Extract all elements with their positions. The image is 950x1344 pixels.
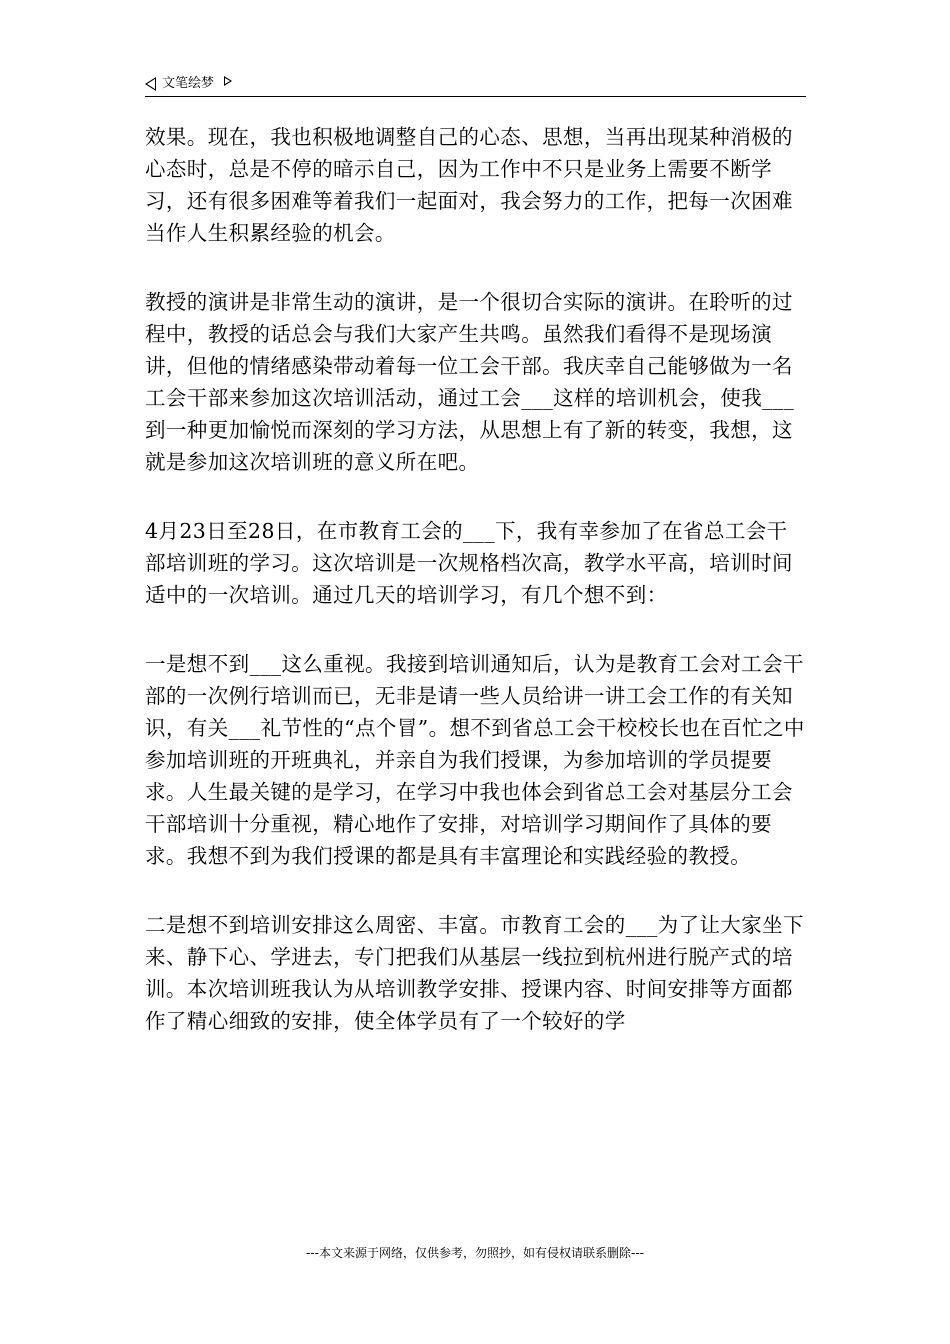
- page-header: [145, 74, 806, 97]
- paragraph-1: 效果。现在，我也积极地调整自己的心态、思想，当再出现某种消极的心态时，总是不停的暗示自己，因为工作中不只是业务上需要不断学习，还有很多困难等着我们一起面对，我会努力的工作，把每一次困难当作人生积累经验的机会。: [145, 125, 793, 245]
- paragraph-2: 教授的演讲是非常生动的演讲，是一个很切合实际的演讲。在聆听的过程中，教授的话总会与我们大家产生共鸣。虽然我们看得不是现场演讲，但他的情绪感染带动着每一位工会干部。我庆幸自己能够做为一名工会干部来参加这次培训活动，通过工会___这样的培训机会，使我___到一种更加愉悦而深刻的学习方法，从思想上有了新的转变，我想，这就是参加这次培训班的意义所在吧。: [145, 290, 795, 474]
- paragraph-3: 4月23日至28日，在市教育工会的___下，我有幸参加了在省总工会干部培训班的学习。这次培训是一次规格档次高，教学水平高，培训时间适中的一次培训。通过几天的培训学习，有几个想不到：: [145, 519, 793, 607]
- triangle-left-icon: [145, 77, 156, 91]
- paragraph-4: 一是想不到___这么重视。我接到培训通知后，认为是教育工会对工会干部的一次例行培训而已，无非是请一些人员给讲一讲工会工作的有关知识，有关___礼节性的“点个冒”。想不到省总工会干校校长也在百忙之中参加培训班的开班典礼，并亲自为我们授课，为参加培训的学员提要求。人生最关键的是学习，在学习中我也体会到省总工会对基层分工会干部培训十分重视，精心地作了安排，对培训学习期间作了具体的要求。我想不到为我们授课的都是具有丰富理论和实践经验的教授。: [145, 652, 805, 868]
- page-footer: ---本文来源于网络，仅供参考，勿照抄，如有侵权请联系删除---: [306, 1246, 644, 1260]
- triangle-right-icon: [224, 76, 232, 86]
- document-body: [145, 121, 808, 1074]
- header-bar: [145, 76, 232, 92]
- paragraph-5: 二是想不到培训安排这么周密、丰富。市教育工会的___为了让大家坐下来、静下心、学进去，专门把我们从基层一线拉到杭州进行脱产式的培训。本次培训班我认为从培训教学安排、授课内容、时间安排等方面都作了精心细致的安排，使全体学员有了一个较好的学: [145, 913, 804, 1033]
- header-title: 文笔绘梦: [162, 76, 215, 91]
